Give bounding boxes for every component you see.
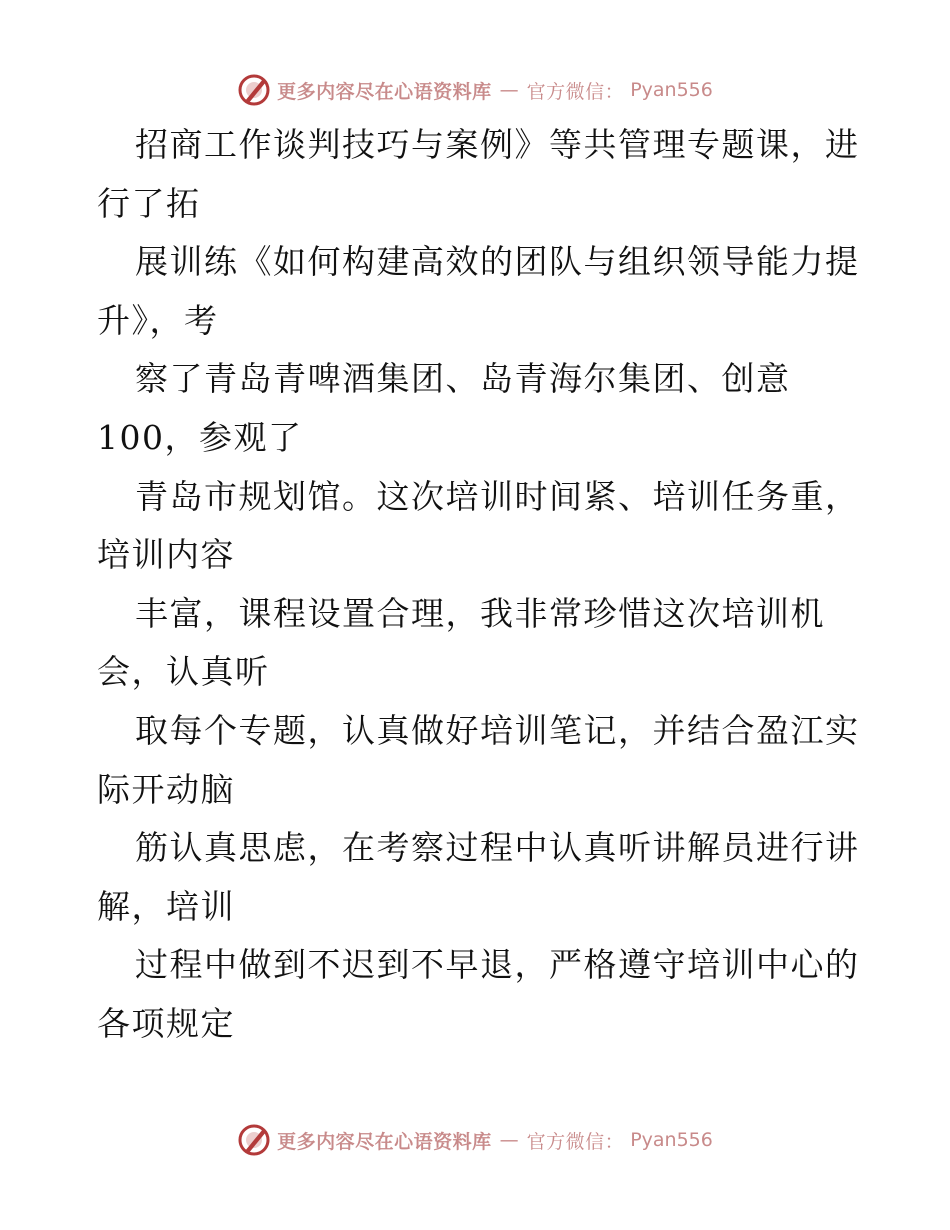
body-line: 解，培训 [97,886,235,926]
document-body [97,116,860,1054]
banner-site-name: 更多内容尽在心语资料库 [277,80,492,103]
body-line: 升》，考 [97,300,219,340]
body-line: 筋认真思虑，在考察过程中认真听讲解员进行讲 [135,828,860,868]
banner-wechat-label: 官方微信： [526,1130,625,1153]
body-line: 招商工作谈判技巧与案例》等共管理专题课，进 [135,125,860,164]
body-line: 各项规定 [97,1003,235,1043]
pen-logo-icon [237,73,271,107]
banner-wechat-id: Pyan556 [630,1129,713,1151]
banner-wechat-id: Pyan556 [630,79,713,101]
body-line: 取每个专题，认真做好培训笔记，并结合盈江实 [135,710,860,750]
body-line: 培训内容 [97,535,235,575]
banner-dash: — [499,79,519,101]
body-line: 展训练《如何构建高效的团队与组织领导能力提 [135,242,860,282]
body-line: 100，参观了 [97,417,303,457]
body-line: 行了拓 [97,183,201,223]
pen-logo-icon [237,1123,271,1157]
footer-banner [0,1120,950,1160]
body-line: 察了青岛青啤酒集团、岛青海尔集团、创意 [135,359,791,399]
banner-wechat-label: 官方微信： [526,80,625,103]
body-line: 过程中做到不迟到不早退，严格遵守培训中心的 [135,945,860,985]
body-line: 青岛市规划馆。这次培训时间紧、培训任务重， [135,476,860,516]
body-line: 际开动脑 [97,769,235,809]
banner-dash: — [499,1129,519,1151]
body-line: 丰富，课程设置合理，我非常珍惜这次培训机 [135,593,825,633]
body-line: 会，认真听 [97,652,270,692]
header-banner [0,70,950,110]
banner-site-name: 更多内容尽在心语资料库 [277,1130,492,1153]
